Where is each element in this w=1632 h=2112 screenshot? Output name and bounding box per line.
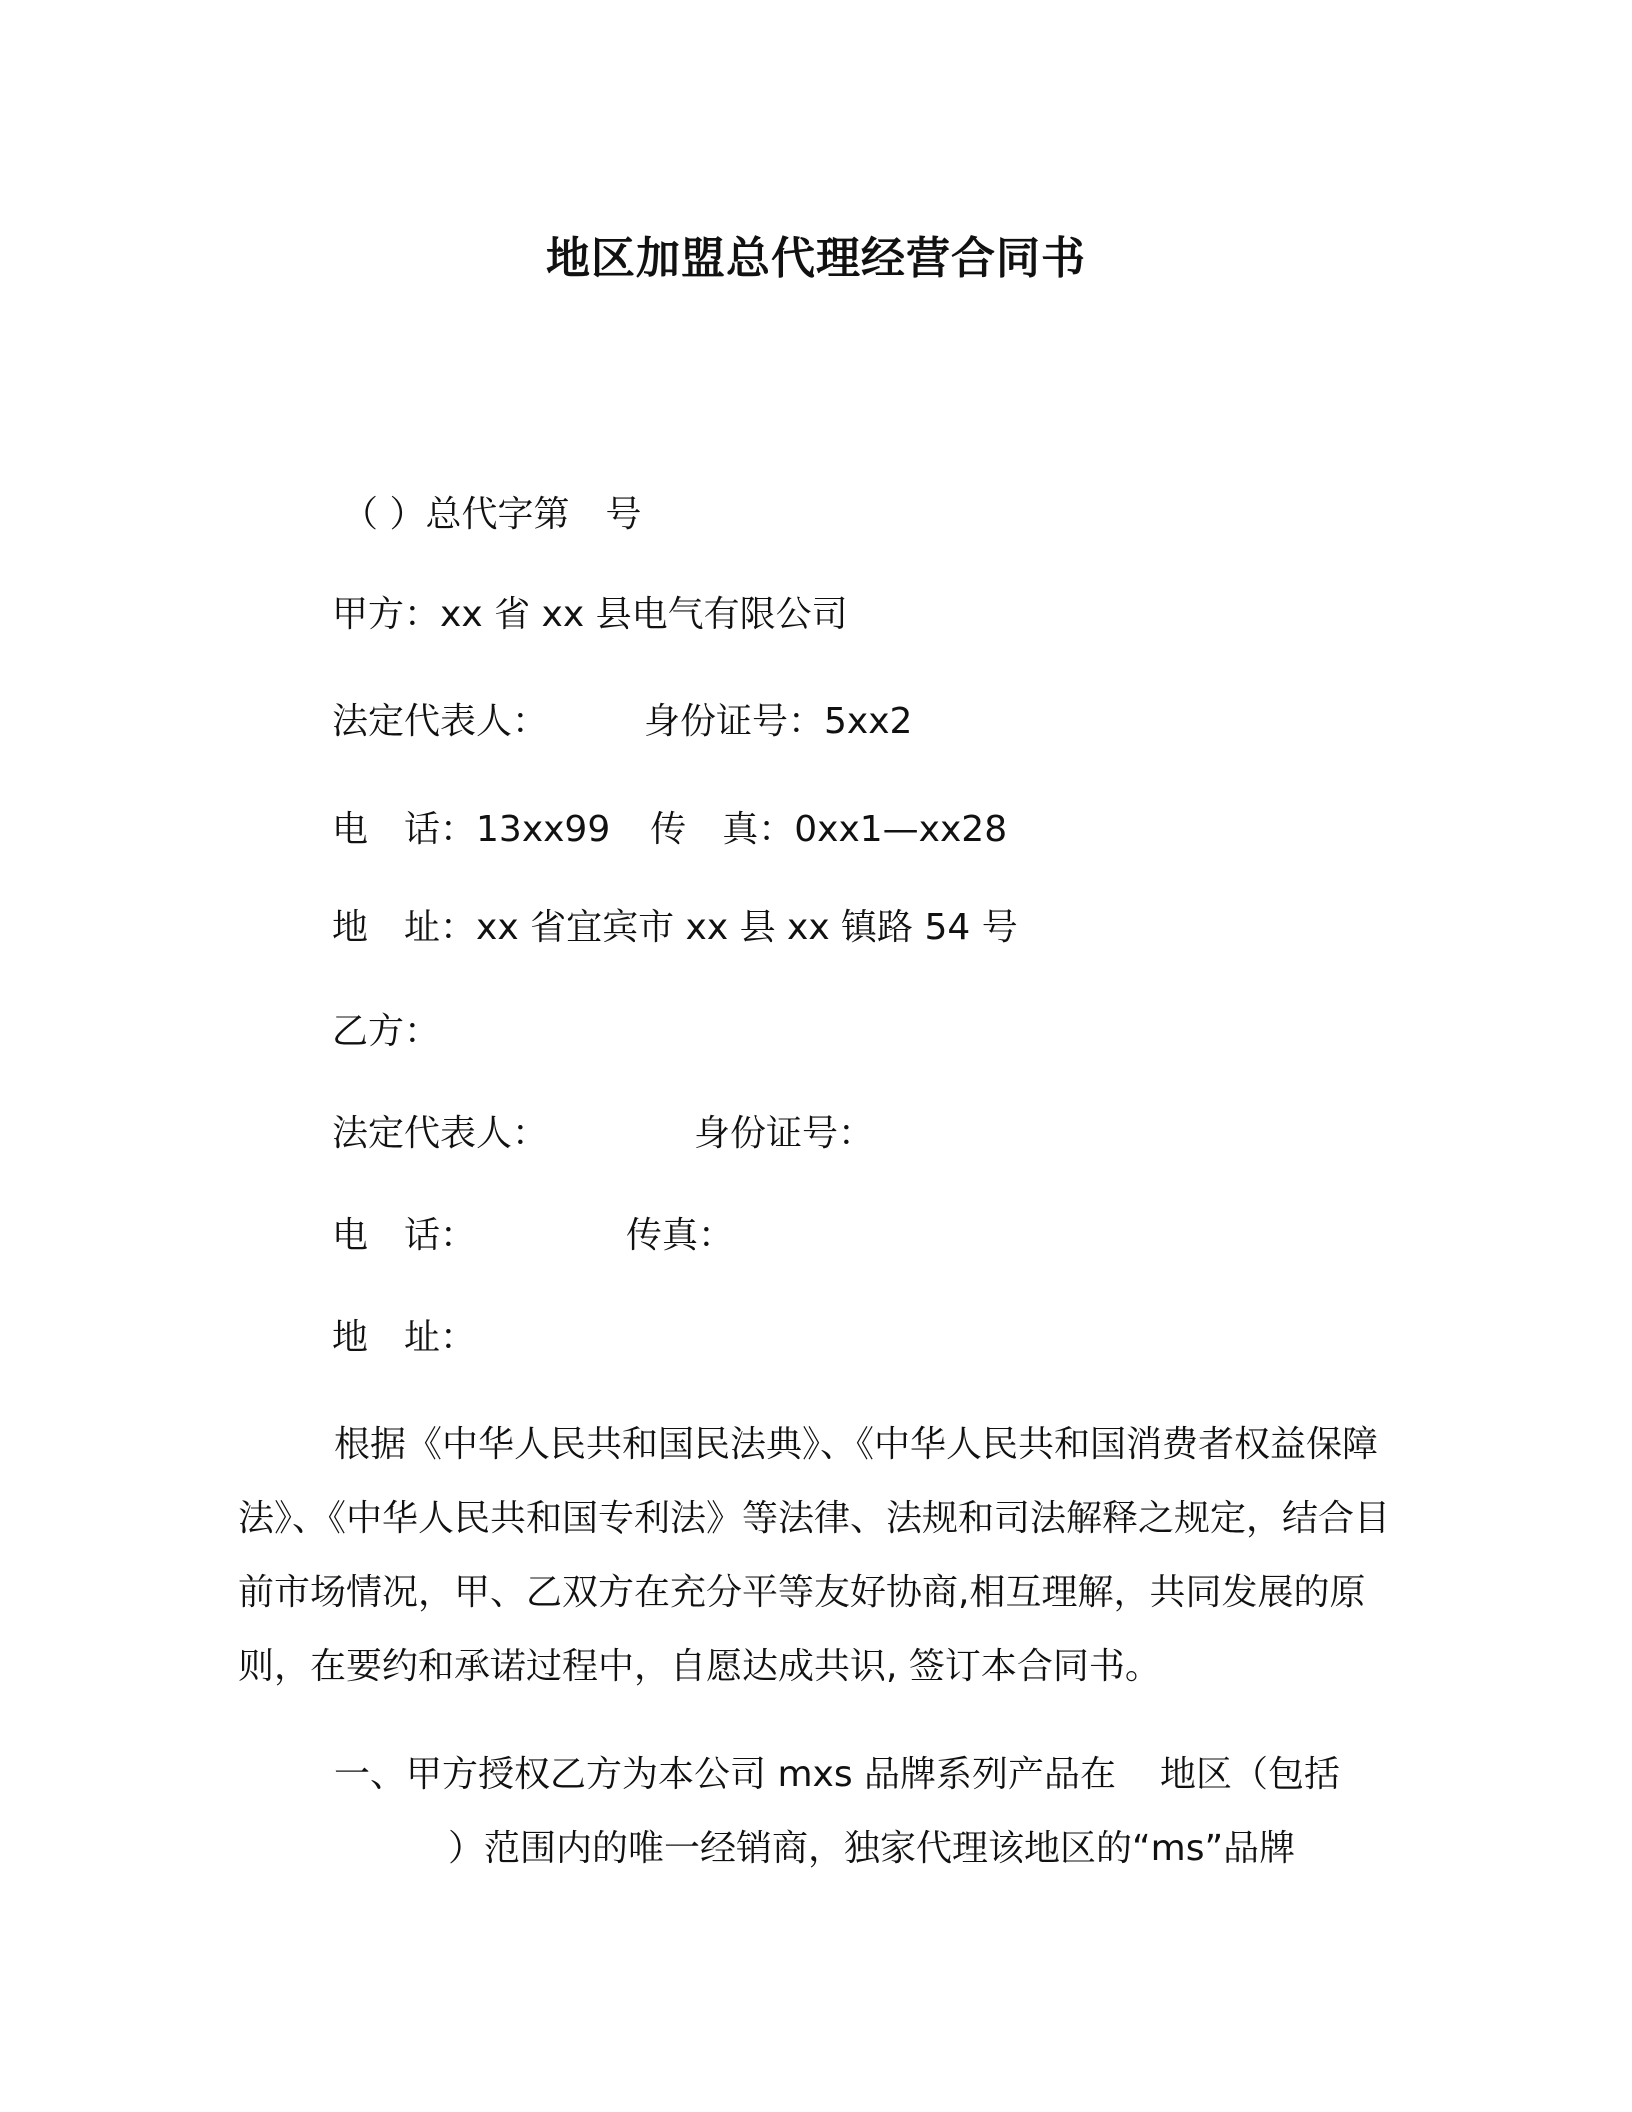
preamble-paragraph: 根据《中华人民共和国民法典》、《中华人民共和国消费者权益保障法》、《中华人民共和国专利法》等法律、法规和司法解释之规定，结合目前市场情况，甲、乙双方在充分平等友好协商,相互理解，共同发展的原则，在要约和承诺过程中，自愿达成共识, 签订本合同书。 [238,1424,1391,1687]
party-a-label: 甲方： [332,594,441,635]
party-b-fax-label: 传真： [626,1215,735,1256]
party-a-address-line [332,907,1018,948]
contract-number: （ ）总代字第 号 [342,494,642,535]
party-b-rep-label: 法定代表人： [332,1113,549,1154]
party-b-phone-line [332,1215,735,1256]
party-a-phone-line [332,809,1008,850]
party-a-fax-label: 传 真： [650,809,795,850]
party-b-phone-label: 电 话： [332,1215,477,1256]
party-a-id-value: 5xx2 [824,701,913,742]
clause-1-part1: 一、甲方授权乙方为本公司 mxs 品牌系列产品在 [334,1754,1117,1795]
party-a-phone-value: 13xx99 [476,809,611,850]
party-b-address-label: 地 址： [332,1317,477,1358]
clause-1 [238,1738,1408,1886]
party-a-address-value: xx 省宜宾市 xx 县 xx 镇路 54 号 [476,907,1018,948]
party-b-label: 乙方： [332,1011,441,1052]
clause-1-part3: ）范围内的唯一经销商，独家代理该地区的“ms”品牌 [448,1828,1296,1869]
clause-1-part2: 地区（包括 [1160,1754,1341,1795]
party-b-rep-line [332,1113,875,1154]
party-a-name: xx 省 xx 县电气有限公司 [440,594,848,635]
party-a-rep-label: 法定代表人： [332,701,549,742]
party-a-address-label: 地 址： [332,907,477,948]
party-a-line [332,594,848,635]
party-a-phone-label: 电 话： [332,809,477,850]
document-title: 地区加盟总代理经营合同书 [546,233,1086,284]
party-a-id-label: 身份证号： [644,701,825,742]
party-a-fax-value: 0xx1—xx28 [794,809,1008,850]
party-a-rep-line [332,701,913,742]
party-b-id-label: 身份证号： [694,1113,875,1154]
